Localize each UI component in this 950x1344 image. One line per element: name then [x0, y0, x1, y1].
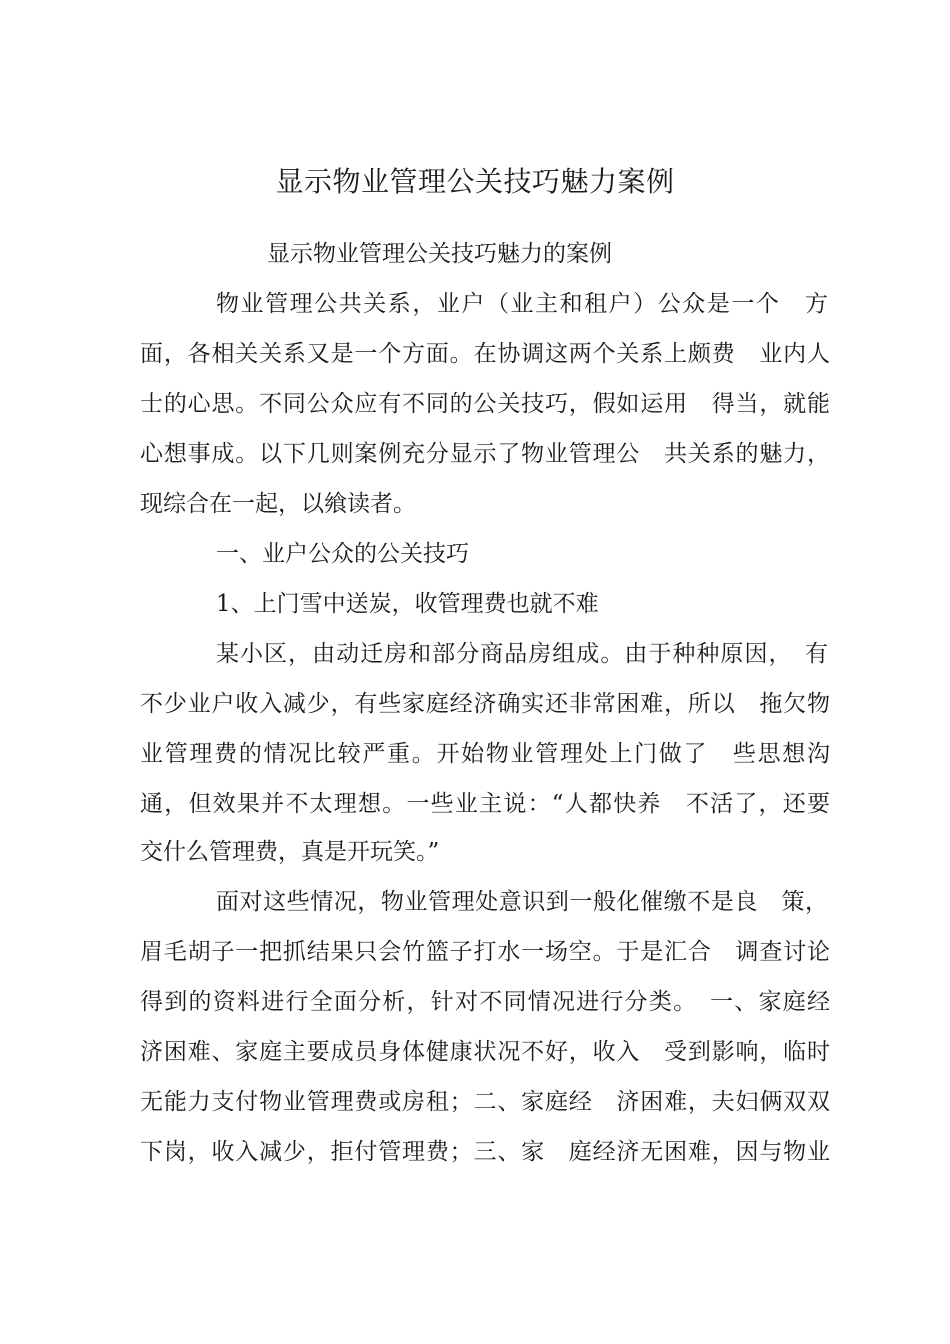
- paragraph-line: 面对这些情况，物业管理处意识到一般化催缴不是良 策，: [216, 889, 828, 915]
- paragraph-line: 济困难、家庭主要成员身体健康状况不好，收入 受到影响，临时: [140, 1039, 830, 1065]
- paragraph-line: 得到的资料进行全面分析，针对不同情况进行分类。 一、家庭经: [140, 989, 830, 1015]
- subsection-heading: 1、上门雪中送炭，收管理费也就不难: [216, 591, 599, 617]
- paragraph-line: 心想事成。以下几则案例充分显示了物业管理公 共关系的魅力，: [140, 441, 830, 467]
- paragraph-line: 某小区，由动迁房和部分商品房组成。由于种种原因， 有: [216, 641, 828, 667]
- section-heading: 一、业户公众的公关技巧: [216, 541, 469, 567]
- document-title: 显示物业管理公关技巧魅力案例: [275, 165, 675, 198]
- paragraph-line: 通，但效果并不太理想。一些业主说：“人都快养 不活了，还要: [140, 791, 830, 817]
- paragraph-line: 现综合在一起，以飨读者。: [140, 491, 416, 517]
- paragraph-line: 士的心思。不同公众应有不同的公关技巧，假如运用 得当，就能: [140, 391, 830, 417]
- paragraph-line: 交什么管理费，真是开玩笑。”: [140, 839, 440, 865]
- paragraph-line: 无能力支付物业管理费或房租；二、家庭经 济困难，夫妇俩双双: [140, 1089, 830, 1115]
- paragraph-line: 眉毛胡子一把抓结果只会竹篮子打水一场空。于是汇合 调查讨论: [140, 939, 830, 965]
- paragraph-line: 不少业户收入减少，有些家庭经济确实还非常困难，所以 拖欠物: [140, 691, 830, 717]
- paragraph-line: 面，各相关关系又是一个方面。在协调这两个关系上颇费 业内人: [140, 341, 830, 367]
- paragraph-line: 下岗，收入减少，拒付管理费；三、家 庭经济无困难，因与物业: [140, 1139, 830, 1165]
- paragraph-line: 业管理费的情况比较严重。开始物业管理处上门做了 些思想沟: [140, 741, 830, 767]
- paragraph-line: 物业管理公共关系，业户（业主和租户）公众是一个 方: [216, 291, 828, 317]
- section-heading: 显示物业管理公关技巧魅力的案例: [267, 241, 612, 267]
